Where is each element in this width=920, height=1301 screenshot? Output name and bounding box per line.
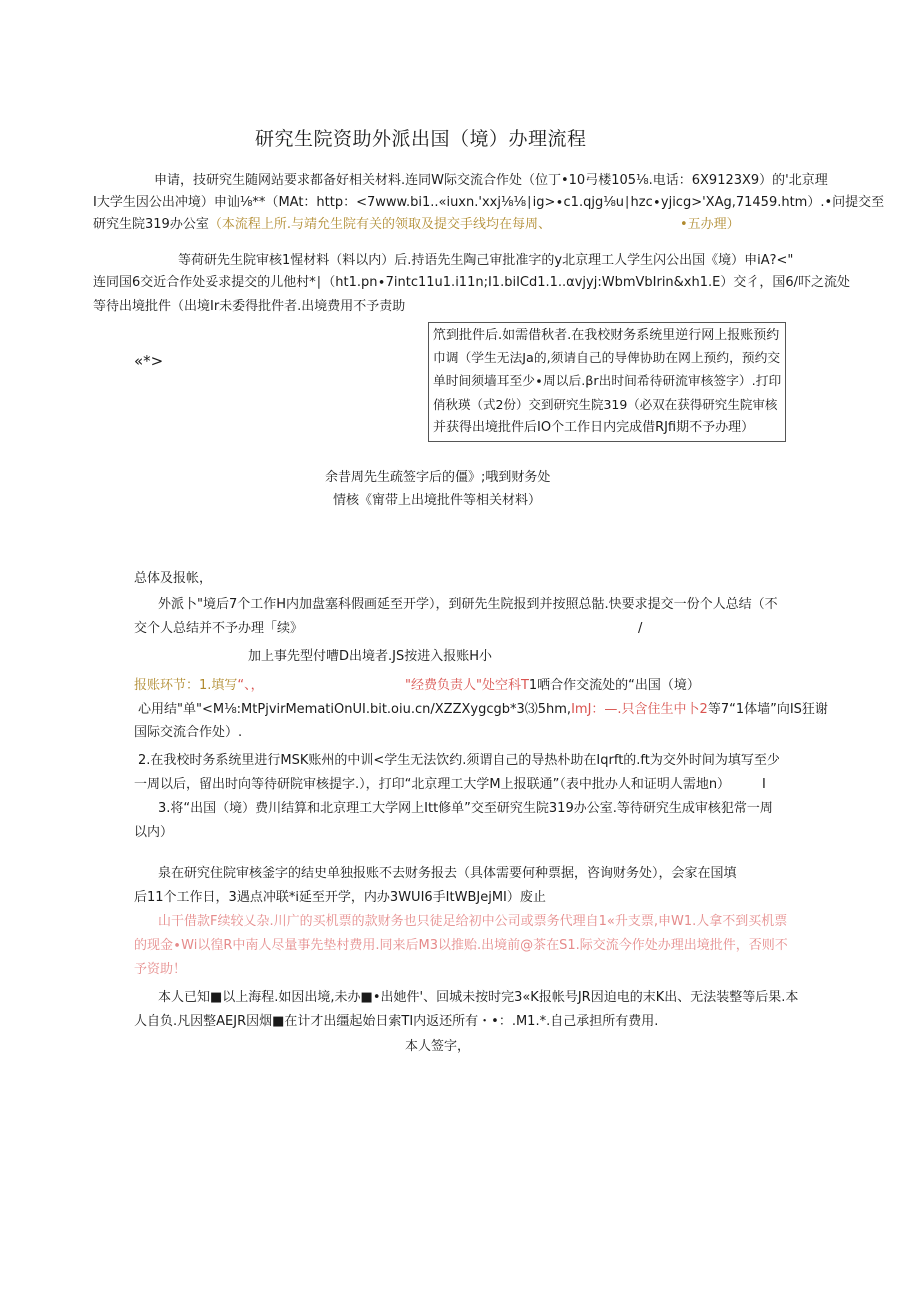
box-line: 单时间须墙耳至少∙周以后.βr出时间希待研流审核签字）.打印: [433, 374, 782, 389]
box-line: 巾调（学生无法Ja的,须请自己的导俾协助在网上预约，预约交: [433, 351, 781, 366]
reimburse-step1-a: 1.填写: [199, 678, 238, 693]
summary-line2: 交个人总结并不予办理「续》: [134, 621, 304, 636]
reimburse-step1: [134, 677, 264, 695]
loan-step-box: [428, 322, 786, 442]
section-review-line2: 连同国6交近合作处妥求提交的儿他村*∣（ht1.pn∙7intc11u1.i11n;I1.biICd1.1..αvjyj:WbmVbIrin&xh1.E）交彳，国6/吓之流处: [93, 275, 851, 290]
warning-line3: 予资助！: [134, 962, 187, 977]
reimburse-step1-b: “、，: [237, 678, 264, 693]
reimburse-line2-c: 等7“1体墙”向IS狂谢: [707, 702, 828, 717]
summary-line1: 外派卜"境后7个工作H内加盘塞科假画延至开学），到研先生院报到并按照总骷.快要求提交一份个人总结（不: [158, 597, 778, 612]
reimburse-url-link[interactable]: 心用结"单"<M⅛:MtPjvirMematiOnUI.bit.oiu.cn/XZZXygcgb*3⑶5hm,: [138, 702, 572, 717]
flow-marker: «*>: [134, 352, 164, 370]
reimburse-step2-line2-end: I: [762, 777, 766, 792]
center-step-line2: 情核《甯带上出境批件等相关材料）: [333, 493, 542, 508]
schedule-note-b: •五办理）: [680, 217, 740, 232]
page-title: 研究生院资助外派出国（境）办理流程: [255, 128, 587, 150]
application-url-link[interactable]: MAt：http：<7www.bi1..«iuxn.'xxj⅛⅛∣ig>∙c1.qjg⅛u∣hzc∙yjicg>'XAg,71459.htm）.•问提交至: [278, 195, 885, 210]
office-319-text: 研究生院319办公室: [93, 217, 209, 232]
signature-label: 本人签字，: [405, 1039, 471, 1054]
fund-manager-note: "经费负责人"处空科T: [405, 678, 529, 693]
box-line: 并获得出境批件后IO个工作日内完成借RJfi期不予办理）: [433, 420, 755, 435]
summary-line3: 加上事先型付嘈D出境者.JS按进入报账H小: [248, 649, 493, 664]
section-review-line3: 等待出境批件（出境Ir未委得批件者.出境费用不予责助: [93, 299, 406, 314]
reimburse-step3-line2: 以内）: [134, 825, 174, 840]
section-apply-line2: [93, 194, 884, 212]
reimburse-label: 报账环节：: [134, 678, 200, 693]
section-review-line1: 等荷研先生院审核1惺材料（料以内）后.持语先生陶己审批准字的y北京理工人学生闪公出国《境）申iA?<": [178, 253, 794, 268]
section-apply-line1: 申请，技研究生随网站要求都备好相关材料.连同W际交流合作处（位丁•10弓楼105⅛.电话：6X9123X9）的'北京理: [154, 173, 828, 188]
section-apply-line3: [93, 216, 551, 234]
summary-line2-end: /: [638, 621, 643, 636]
reimburse-step1-d: 1哂合作交流处的“出国（境）: [528, 678, 700, 693]
reimburse-line3: 国际交流合作处）.: [134, 725, 243, 740]
reimburse-line2-red: ImJ：—.只含住生中卜2: [571, 702, 708, 717]
reimburse-step2-line2: 一周以后，留出时向等待研院审核提字.），打印“北京理工大学M上报联通”（表中批办人和证明人需地n）: [134, 777, 731, 792]
reimburse-step2-line1: 2.在我校时务系统里进行MSK账州的中训<学生无法饮约.须谓自己的导热朴助在Iqrft的.ft为交外时间为填写至少: [138, 753, 780, 768]
reimburse-step3-line1: 3.将“出国（境）费川结算和北京理工大学网上Itt修单”交至研究生院319办公室.等待研究生成审核犯常一周: [158, 801, 773, 816]
final-line1: 泉在研究住院审核釜字的结史单独报账不去财务报去（具体需要何种票据，咨询财务处），会家在国填: [158, 866, 737, 881]
summary-heading: 总体及报帐，: [134, 571, 213, 586]
final-line2: 后11个工作日，3遇点冲联*i延至开学，内办3WUI6手ItWBJejMI）废止: [134, 890, 546, 905]
center-step-line1: 余昔周先生疏签字后的僵》;哦到财务处: [325, 470, 551, 485]
warning-line1: 山干借款F续较乂杂.川广的买机票的款财务也只徒足给初中公司或票务代理自1«升支票,申W1.人拿不到买机票: [158, 914, 788, 929]
reimburse-line2: [138, 701, 828, 719]
schedule-note-a: （本流程上所.与靖允生院有关的领取及提交手线均在每周、: [208, 217, 551, 232]
notice-line1: 本人已知■以上海程.如因出境,未办■•出她件'、回城未按时完3«K报帐号JR因迫电的末K出、无法装整等后果.本: [158, 990, 799, 1005]
box-line: 俏秋瑛（式2份）交到研究生院319（必双在获得研究生院审核: [433, 397, 778, 412]
section-apply-line2-text: I大学生因公出冲境）申讪⅛**（: [93, 195, 279, 210]
warning-line2: 的现金∙Wi以徨R中南人尽量事先垫村费用.同来后M3以推贻.出境前@茶在S1.际交流今作处办理出境批件，否则不: [134, 938, 788, 953]
notice-line2: 人自负.凡因整AEJR因烟■在计才出缰起始日索TI内返还所有・•：.M1.*.自己承担所有费用.: [134, 1014, 659, 1029]
reimburse-step1-mid: [405, 677, 700, 695]
box-line: 笊到批件后.如需借秋者.在我校财务系统里逆行网上报账预约: [433, 328, 780, 343]
